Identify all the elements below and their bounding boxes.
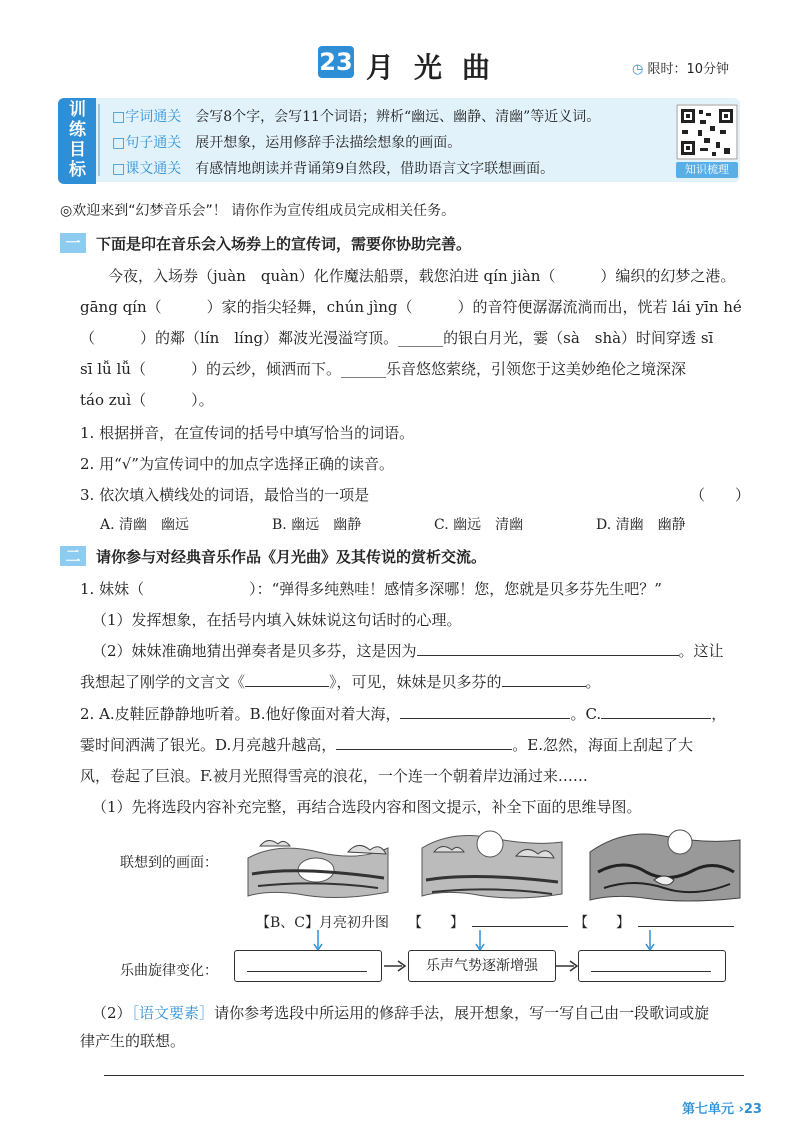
option-b[interactable]: B. 幽远 幽静 — [272, 517, 362, 533]
qr-code-icon[interactable] — [676, 104, 738, 160]
passage-line-4: sī lǚ lǚ（ ）的云纱，倾洒而下。______乐音悠悠萦绕，引领您于这美妙绝伦之境深深 — [80, 360, 686, 378]
question-2-1: 1. 妹妹（ ）：“弹得多纯熟哇！感情多深哪！您，您就是贝多芬先生吧？” — [80, 580, 662, 598]
section-1-tag: 一 — [60, 233, 86, 253]
melody-box-3[interactable] — [578, 950, 726, 982]
question-2-2b-cont: 律产生的联想。 — [80, 1032, 186, 1050]
question-1-2: 2. 用“√”为宣传词中的加点字选择正确的读音。 — [80, 455, 394, 473]
mindmap-down-arrows — [300, 930, 740, 952]
option-d[interactable]: D. 清幽 幽静 — [596, 517, 686, 533]
lesson-number: 23 — [319, 48, 353, 76]
question-2-2b: （2）［语文要素］请你参考选段中所运用的修辞手法，展开想象，写一写自己由一段歌词或旋 — [92, 1004, 710, 1022]
option-c[interactable]: C. 幽远 清幽 — [434, 517, 524, 533]
goals-tag: 训练目标 — [58, 98, 96, 184]
blank-reason[interactable] — [417, 655, 679, 656]
page-footer: 第七单元 ›23 — [682, 1102, 762, 1117]
timer-label: ◷ 限时：10分钟 — [632, 62, 730, 77]
moon-high-image — [412, 822, 572, 904]
mindmap-label-scenes: 联想到的画面： — [120, 855, 218, 871]
question-2-2-line3: 风，卷起了巨浪。F.被月光照得雪亮的浪花，一个连一个朝着岸边涌过来…… — [80, 767, 588, 785]
goal-row-text: □课文通关 有感情地朗读并背诵第9自然段，借助语言文字联想画面。 — [112, 161, 555, 177]
passage-line-5: táo zuì（ ）。 — [80, 391, 214, 409]
blank-c[interactable] — [601, 718, 711, 719]
blank-caption-3[interactable] — [638, 926, 734, 927]
arrow-right-icon — [554, 958, 580, 974]
arrow-right-icon — [382, 958, 408, 974]
question-2-1b: （2）妹妹准确地猜出弹奏者是贝多芬，这是因为 。这让 — [92, 642, 724, 660]
mindmap-caption-3: 【 】 — [574, 912, 734, 932]
passage-line-3: （ ）的鄰（lín líng）鄰波光漫溢穹顶。______的银白月光，霎（sà shà）时间穿透 sī — [80, 329, 714, 347]
passage-line-1: 今夜，入场券（juàn quàn）化作魔法船票，载您泊进 qín jiàn（ ）编织的幻梦之港。 — [108, 267, 736, 285]
blank-caption-2[interactable] — [472, 926, 568, 927]
question-2-2-line1: 2. A.皮鞋匠静静地听着。B.他好像面对着大海， 。C. ， — [80, 705, 727, 723]
intro-text: ◎欢迎来到“幻梦音乐会”！ 请你作为宣传组成员完成相关任务。 — [60, 203, 456, 219]
goal-row-words: □字词通关 会写8个字，会写11个词语；辨析“幽远、幽静、清幽”等近义词。 — [112, 109, 601, 125]
moonrise-image — [238, 822, 398, 904]
mindmap-label-melody: 乐曲旋律变化： — [120, 963, 218, 979]
blank-relation[interactable] — [502, 686, 586, 687]
page-title: 月光曲 — [366, 51, 511, 84]
melody-box-1[interactable] — [234, 950, 382, 982]
clock-icon: ◷ — [632, 62, 644, 77]
passage-line-2: gāng qín（ ）家的指尖轻舞，chún jìng（ ）的音符便潺潺流淌而出，恍若 lái yīn hé — [80, 298, 742, 316]
melody-box-2: 乐声气势逐渐增强 — [408, 950, 556, 982]
blank-d[interactable] — [336, 749, 512, 750]
section-2-title: 请你参与对经典音乐作品《月光曲》及其传说的赏析交流。 — [96, 548, 487, 566]
storm-waves-image — [584, 822, 744, 904]
mindmap-caption-1: 【B、C】月亮初升图 — [256, 915, 389, 931]
question-2-2a: （1）先将选段内容补充完整，再结合选段内容和图文提示，补全下面的思维导图。 — [92, 798, 642, 816]
question-2-1c: 我想起了刚学的文言文《 》，可见，妹妹是贝多芬的 。 — [80, 673, 601, 691]
question-1-3: 3. 依次填入横线处的词语，最恰当的一项是 — [80, 486, 370, 504]
question-2-2-line2: 霎时间洒满了银光。D.月亮越升越高， 。E.忽然，海面上刮起了大 — [80, 736, 693, 754]
mindmap-caption-2: 【 】 — [408, 912, 568, 932]
blank-classic-text[interactable] — [245, 686, 329, 687]
answer-line[interactable] — [104, 1075, 744, 1076]
option-a[interactable]: A. 清幽 幽远 — [100, 517, 190, 533]
qr-label[interactable]: 知识梳理 — [676, 162, 738, 178]
section-2-tag: 二 — [60, 546, 86, 566]
section-1-title: 下面是印在音乐会入场券上的宣传词，需要你协助完善。 — [96, 235, 472, 253]
question-2-1a: （1）发挥想象，在括号内填入妹妹说这句话时的心理。 — [92, 611, 462, 629]
goal-row-sentences: □句子通关 展开想象，运用修辞手法描绘想象的画面。 — [112, 135, 462, 151]
answer-paren[interactable]: （ ） — [690, 486, 751, 504]
question-1-1: 1. 根据拼音，在宣传词的括号中填写恰当的词语。 — [80, 424, 415, 442]
blank-b[interactable] — [400, 718, 570, 719]
